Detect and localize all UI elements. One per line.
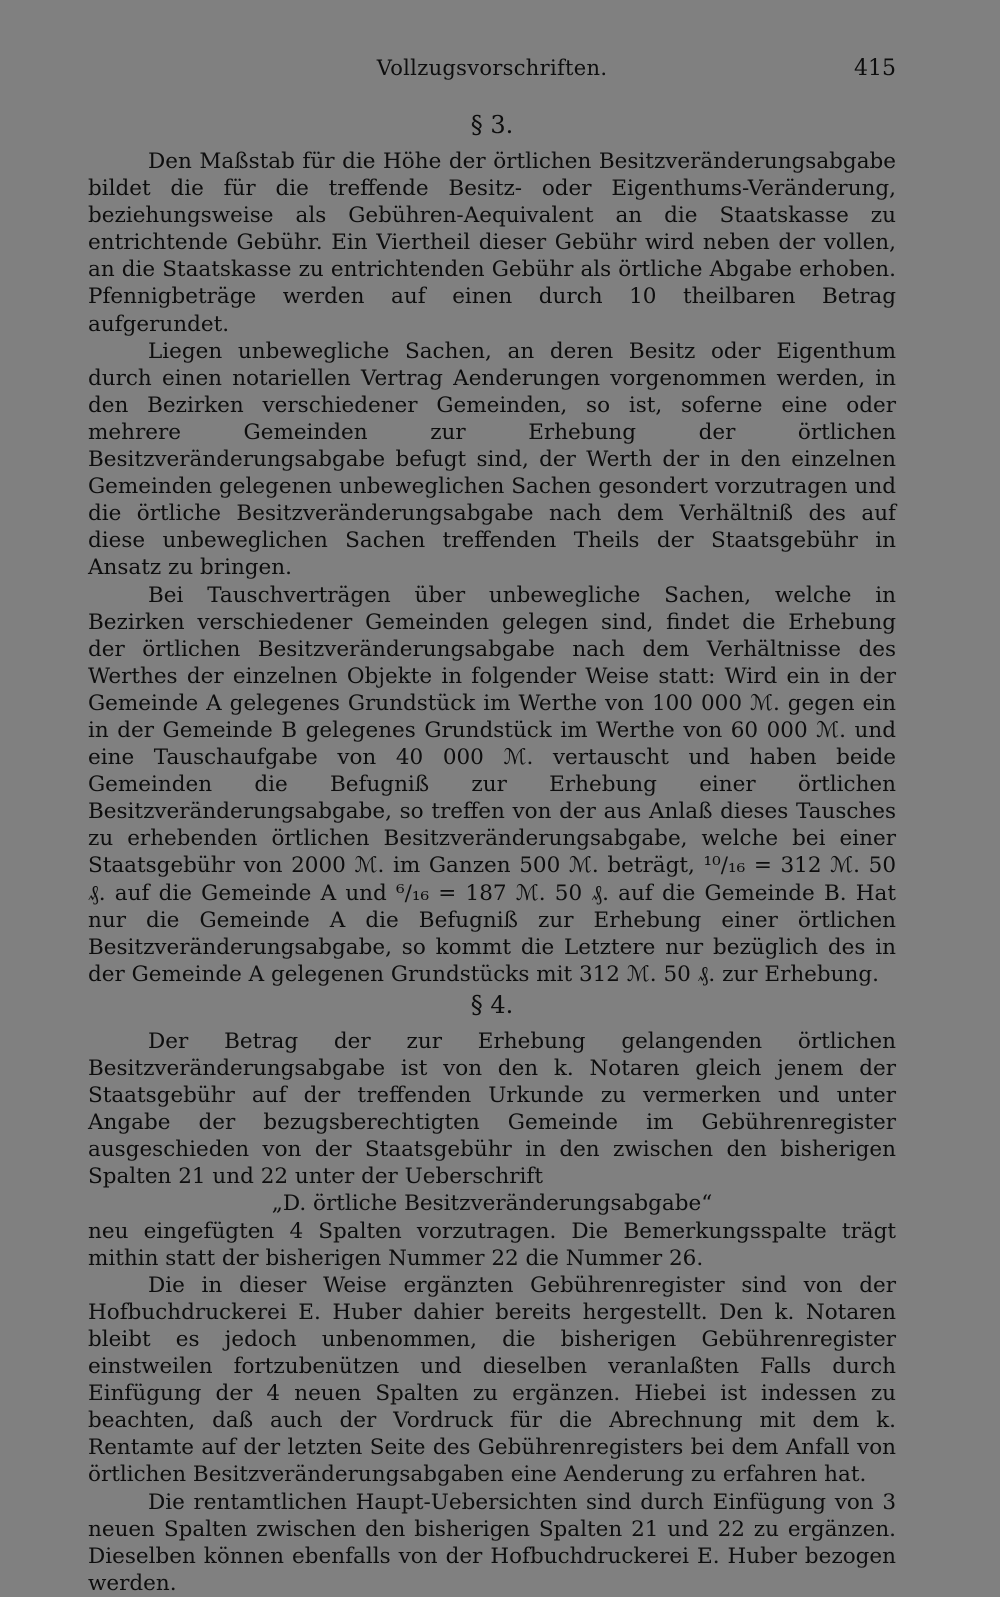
paragraph: Den Maßstab für die Höhe der örtlichen Besitzveränderungsabgabe bildet die für die treffende Besitz- oder Eigenthums-Veränderung, beziehungsweise als Gebühren-Aequivalent an die Staatskasse zu entrichtende Gebühr. Ein Viertheil dieser Gebühr wird neben der vollen, an die Staatskasse zu entrichtenden Gebühr als örtliche Abgabe erhoben. Pfennigbeträge werden auf einen durch 10 theilbaren Betrag aufgerundet. [88, 149, 896, 337]
paragraph: Bei Tauschverträgen über unbewegliche Sachen, welche in Bezirken verschiedener Gemeinden gelegen sind, findet die Erhebung der örtlichen Besitzveränderungsabgabe nach dem Verhältnisse des Werthes der einzelnen Objekte in folgender Weise statt: Wird ein in der Gemeinde A gelegenes Grundstück im Werthe von 100 000 ℳ. gegen ein in der Gemeinde B gelegenes Grundstück im Werthe von 60 000 ℳ. und eine Tauschaufgabe von 40 000 ℳ. vertauscht und haben beide Gemeinden die Befugniß zur Erhebung einer örtlichen Besitzveränderungsabgabe, so treffen von der aus Anlaß dieses Tausches zu erhebenden örtlichen Besitzveränderungsabgabe, welche bei einer Staatsgebühr von 2000 ℳ. im Ganzen 500 ℳ. beträgt, ¹⁰/₁₆ = 312 ℳ. 50 ₰. auf die Gemeinde A und ⁶/₁₆ = 187 ℳ. 50 ₰. auf die Gemeinde B. Hat nur die Gemeinde A die Befugniß zur Erhebung einer örtlichen Besitzveränderungsabgabe, so kommt die Letztere nur bezüglich des in der Gemeinde A gelegenen Grundstücks mit 312 ℳ. 50 ₰. zur Erhebung. [88, 582, 896, 987]
page-header [88, 56, 896, 88]
quoted-column-heading: „D. örtliche Besitzveränderungsabgabe“ [271, 1191, 713, 1217]
running-title: Vollzugsvorschriften. [376, 56, 608, 80]
paragraph: Der Betrag der zur Erhebung gelangenden örtlichen Besitzveränderungsabgabe ist von den k. Notaren gleich jenem der Staatsgebühr auf der treffenden Urkunde zu vermerken und unter Angabe der bezugsberechtigten Gemeinde im Gebührenregister ausgeschieden von der Staatsgebühr in den zwischen den bisherigen Spalten 21 und 22 unter der Ueberschrift [88, 1028, 896, 1190]
section-heading: § 3. [470, 111, 514, 139]
paragraph: Die rentamtlichen Haupt-Uebersichten sind durch Einfügung von 3 neuen Spalten zwischen den bisherigen Spalten 21 und 22 zu ergänzen. Dieselben können ebenfalls von der Hofbuchdruckerei E. Huber bezogen werden. [88, 1489, 896, 1596]
paragraph: Liegen unbewegliche Sachen, an deren Besitz oder Eigenthum durch einen notariellen Vertrag Aenderungen vorgenommen werden, in den Bezirken verschiedener Gemeinden, so ist, soferne eine oder mehrere Gemeinden zur Erhebung der örtlichen Besitzveränderungsabgabe befugt sind, der Werth der in den einzelnen Gemeinden gelegenen unbeweglichen Sachen gesondert vorzutragen und die örtliche Besitzveränderungsabgabe nach dem Verhältniß des auf diese unbeweglichen Sachen treffenden Theils der Staatsgebühr in Ansatz zu bringen. [88, 338, 896, 581]
page-body [88, 108, 896, 1597]
section-heading: § 4. [470, 990, 514, 1019]
paragraph-continuation: neu eingefügten 4 Spalten vorzutragen. Die Bemerkungsspalte trägt mithin statt der bisherigen Nummer 22 die Nummer 26. [88, 1218, 896, 1271]
page-number: 415 [854, 56, 896, 81]
paragraph: Die in dieser Weise ergänzten Gebührenregister sind von der Hofbuchdruckerei E. Huber dahier bereits hergestellt. Den k. Notaren bleibt es jedoch unbenommen, die bisherigen Gebührenregister einstweilen fortzubenützen und dieselben veranlaßten Falls durch Einfügung der 4 neuen Spalten zu ergänzen. Hiebei ist indessen zu beachten, daß auch der Vordruck für die Abrechnung mit dem k. Rentamte auf der letzten Seite des Gebührenregisters bei dem Anfall von örtlichen Besitzveränderungsabgaben eine Aenderung zu erfahren hat. [88, 1272, 896, 1488]
